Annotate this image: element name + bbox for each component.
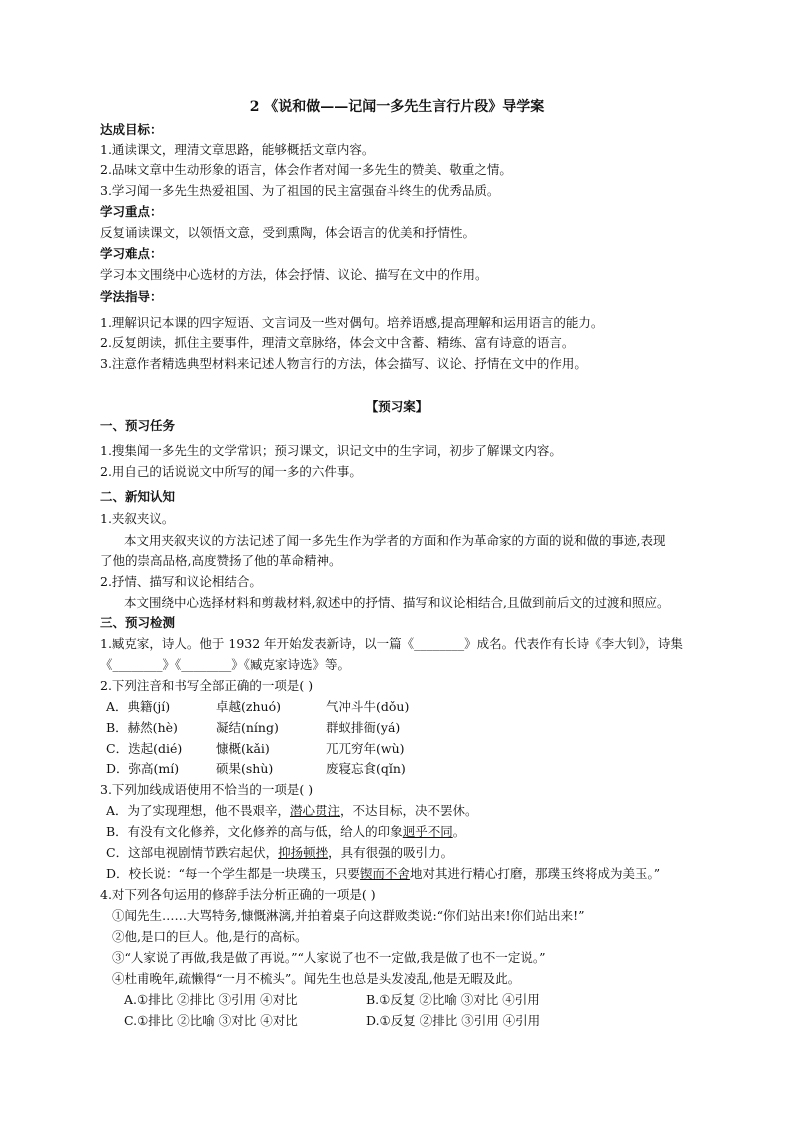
question-3-stem: 3.下列加线成语使用不恰当的一项是( ) xyxy=(100,782,314,797)
knowledge-heading: 二、新知认知 xyxy=(100,489,176,504)
method-item: 1.理解识记本课的四字短语、文言词及一些对偶句。培养语感,提高理解和运用语言的能力。 xyxy=(100,315,604,330)
option-text: 废寝忘食(qǐn) xyxy=(326,761,406,776)
knowledge-paragraph-1: 本文用夹叙夹议的方法记述了闻一多先生作为学者的方面和作为革命家的方面的说和做的事迹,表现 xyxy=(124,533,666,548)
underlined-idiom: 迥乎不同 xyxy=(402,824,453,839)
option-text: C．迭起(dié) xyxy=(106,741,183,756)
question-2-option-d xyxy=(106,759,718,778)
option-text: 地对其进行精心打磨，那璞玉终将成为美玉。” xyxy=(409,866,661,881)
question-1: 1.臧克家，诗人。他于 1932 年开始发表新诗，以一篇《________》成名。代表作有长诗《李大钊》，诗集 xyxy=(100,636,683,651)
question-3-option-d xyxy=(106,864,718,883)
option-text: 兀兀穷年(wù) xyxy=(326,741,405,756)
option-text: D.①反复 ②排比 ③引用 ④引用 xyxy=(366,1013,541,1028)
question-2-option-b xyxy=(106,718,718,737)
question-4-options-row-2 xyxy=(124,1011,718,1030)
option-text: B．有没有文化修养，文化修养的高与低，给人的印象 xyxy=(106,824,403,839)
method-item: 3.注意作者精选典型材料来记述人物言行的方法，体会描写、议论、抒情在文中的作用。 xyxy=(100,356,587,371)
difficulty-heading: 学习难点： xyxy=(100,246,163,261)
question-4-sentence: ②他,是口的巨人。他,是行的高标。 xyxy=(112,929,308,944)
question-4-sentence: ①闻先生……大骂特务,慷慨淋漓,并拍着桌子向这群败类说:“你们站出来!你们站出来!” xyxy=(112,908,585,923)
task-heading: 一、预习任务 xyxy=(100,418,176,433)
option-text: ，不达目标，决不罢休。 xyxy=(340,803,478,818)
question-1-cont: 《________》《________》《臧克家诗选》等。 xyxy=(100,657,351,672)
preview-heading: 【预习案】 xyxy=(365,399,429,414)
underlined-idiom: 锲而不舍 xyxy=(359,866,410,881)
option-text: A.①排比 ②排比 ③引用 ④对比 xyxy=(124,992,298,1007)
option-text: D．弥高(mí) xyxy=(106,761,180,776)
check-heading: 三、预习检测 xyxy=(100,615,176,630)
option-text: C.①排比 ②比喻 ③对比 ④对比 xyxy=(124,1013,298,1028)
option-text: 。 xyxy=(452,824,466,839)
option-text: ，具有很强的吸引力。 xyxy=(328,845,454,860)
question-3-option-a xyxy=(106,801,718,820)
knowledge-paragraph-2: 本文围绕中心选择材料和剪裁材料,叙述中的抒情、描写和议论相结合,且做到前后文的过渡和照应。 xyxy=(124,595,670,610)
question-4-stem: 4.对下列各句运用的修辞手法分析正确的一项是( ) xyxy=(100,887,376,902)
question-4-sentence: ③“人家说了再做,我是做了再说。”“人家说了也不一定做,我是做了也不一定说。” xyxy=(112,950,546,965)
question-3-option-b xyxy=(106,822,718,841)
question-3-option-c xyxy=(106,843,718,862)
underlined-idiom: 潜心贯注 xyxy=(290,803,341,818)
method-item: 2.反复朗读，抓住主要事件，理清文章脉络，体会文中含蓄、精练、富有诗意的语言。 xyxy=(100,335,575,350)
focus-text: 反复诵读课文，以领悟文意，受到熏陶，体会语言的优美和抒情性。 xyxy=(100,225,476,240)
knowledge-paragraph-1-cont: 了他的崇高品格,高度赞扬了他的革命精神。 xyxy=(100,553,342,568)
question-4-options-row-1 xyxy=(124,990,718,1009)
option-text: B.①反复 ②比喻 ③对比 ④引用 xyxy=(366,992,540,1007)
option-text: A．典籍(jí) xyxy=(106,699,171,714)
question-2-option-a xyxy=(106,697,718,716)
goal-item: 3.学习闻一多先生热爱祖国、为了祖国的民主富强奋斗终生的优秀品质。 xyxy=(100,183,500,198)
goal-item: 1.通读课文，理清文章思路，能够概括文章内容。 xyxy=(100,142,375,157)
question-2-option-c xyxy=(106,739,718,758)
task-item: 1.搜集闻一多先生的文学常识；预习课文，识记文中的生字词，初步了解课文内容。 xyxy=(100,443,562,458)
page-title: 2 《说和做——记闻一多先生言行片段》导学案 xyxy=(249,99,545,115)
focus-heading: 学习重点： xyxy=(100,204,163,219)
option-text: 卓越(zhuó) xyxy=(216,699,281,714)
knowledge-title-1: 1.夹叙夹议。 xyxy=(100,511,175,526)
question-2-stem: 2.下列注音和书写全部正确的一项是( ) xyxy=(100,678,314,693)
option-text: C．这部电视剧情节跌宕起伏， xyxy=(106,845,279,860)
option-text: 硕果(shù) xyxy=(216,761,274,776)
method-heading: 学法指导： xyxy=(100,289,163,304)
option-text: B．赫然(hè) xyxy=(106,720,178,735)
knowledge-title-2: 2.抒情、描写和议论相结合。 xyxy=(100,574,262,589)
task-item: 2.用自己的话说说文中所写的闻一多的六件事。 xyxy=(100,464,362,479)
option-text: A．为了实现理想，他不畏艰辛， xyxy=(106,803,291,818)
difficulty-text: 学习本文围绕中心选材的方法，体会抒情、议论、描写在文中的作用。 xyxy=(100,267,488,282)
option-text: 气冲斗牛(dǒu) xyxy=(326,699,410,714)
option-text: D．校长说：“每一个学生都是一块璞玉，只要 xyxy=(106,866,360,881)
option-text: 慷概(kǎi) xyxy=(216,741,270,756)
option-text: 凝结(níng) xyxy=(216,720,279,735)
goals-heading: 达成目标： xyxy=(100,122,163,137)
question-4-sentence: ④杜甫晚年,疏懒得“一月不梳头”。闻先生也总是头发凌乱,他是无暇及此。 xyxy=(112,971,521,986)
option-text: 群蚁排衙(yá) xyxy=(326,720,401,735)
underlined-idiom: 抑扬顿挫 xyxy=(278,845,329,860)
goal-item: 2.品味文章中生动形象的语言，体会作者对闻一多先生的赞美、敬重之情。 xyxy=(100,162,512,177)
